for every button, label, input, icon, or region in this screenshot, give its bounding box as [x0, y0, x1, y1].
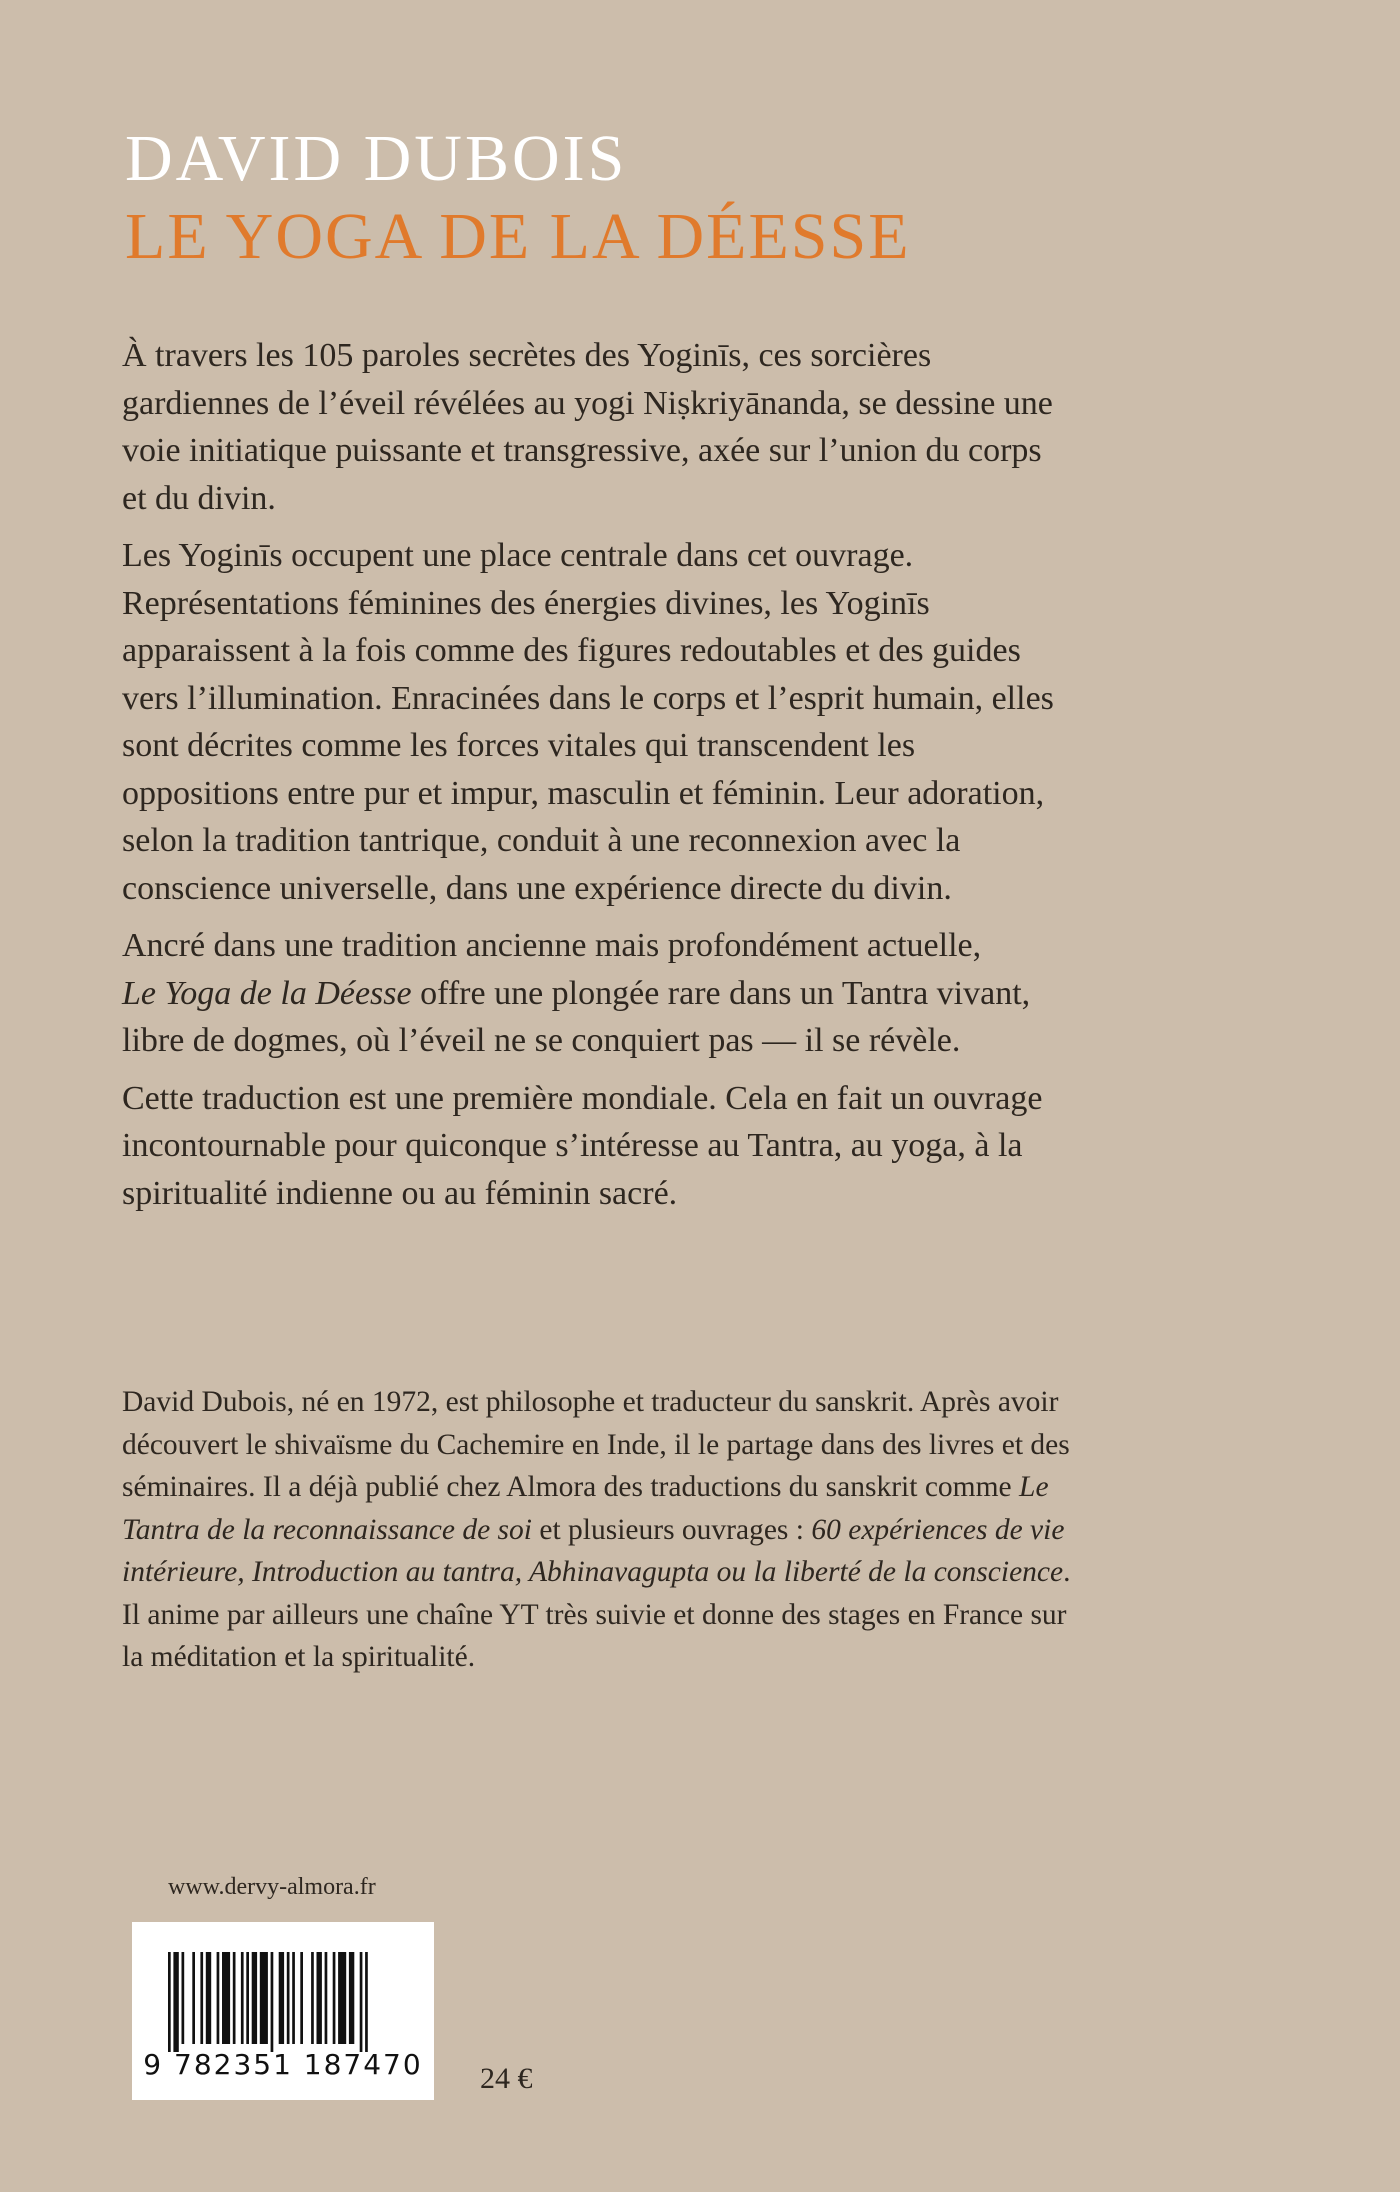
bio-part-3: . Il anime par ailleurs une chaîne YT très suivie et donne des stages en France sur la méditation et la spiritualité.	[122, 1556, 1071, 1673]
barcode-bar	[252, 1952, 257, 2044]
barcode-bar	[317, 1952, 322, 2044]
barcode-bar	[311, 1952, 314, 2044]
barcode-bar	[333, 1952, 336, 2044]
barcode-bar	[168, 1952, 171, 2052]
back-cover-blurb	[122, 332, 1072, 1227]
barcode-bar	[206, 1952, 211, 2044]
blurb-p3-after: offre une plongée rare dans un Tantra vivant, libre de dogmes, où l’éveil ne se conquiert pas — il se révèle.	[122, 974, 1031, 1059]
barcode-bar	[233, 1952, 236, 2044]
barcode-bar	[200, 1952, 203, 2044]
barcode-bar	[192, 1952, 195, 2044]
barcode-bar	[222, 1952, 230, 2044]
barcode-bar	[292, 1952, 295, 2044]
barcode-bar	[338, 1952, 346, 2044]
barcode-bar	[271, 1952, 274, 2052]
price-label: 24 €	[480, 2062, 533, 2095]
barcode-bar	[182, 1952, 185, 2044]
bio-italic-2: 60 expériences de vie intérieure, Introduction au tantra, Abhinavagupta ou la liberté de la conscience	[122, 1513, 1065, 1588]
barcode-bar	[349, 1952, 354, 2044]
bio-part-2: et plusieurs ouvrages :	[539, 1513, 804, 1546]
blurb-paragraph-4: Cette traduction est une première mondiale. Cela en fait un ouvrage incontournable pour quiconque s’intéresse au Tantra, au yoga, à la spiritualité indienne ou au féminin sacré.	[122, 1079, 1043, 1212]
bio-italic-1: Le Tantra de la reconnaissance de soi	[122, 1471, 1049, 1546]
barcode-bar	[241, 1952, 244, 2044]
isbn-number: 9 782351 187470	[143, 2048, 423, 2081]
barcode-bar	[217, 1952, 220, 2044]
blurb-p3-title: Le Yoga de la Déesse	[122, 974, 412, 1012]
bio-part-1: David Dubois, né en 1972, est philosophe et traducteur du sanskrit. Après avoir découvert le shivaïsme du Cachemire en Inde, il le partage dans des livres et des séminaires. Il a déjà publié chez Almora des traductions du sanskrit comme	[122, 1386, 1070, 1503]
barcode-bar	[260, 1952, 268, 2044]
barcode-bar	[325, 1952, 328, 2044]
blurb-paragraph-3	[122, 922, 1072, 1065]
blurb-paragraph-2: Les Yoginīs occupent une place centrale dans cet ouvrage. Représentations féminines des énergies divines, les Yoginīs apparaissent à la fois comme des figures redoutables et des guides vers l’illumination. Enracinées dans le corps et l’esprit humain, elles sont décrites comme les forces vitales qui transcendent les oppositions entre pur et impur, masculin et féminin. Leur adoration, selon la tradition tantrique, conduit à une reconnexion avec la conscience universelle, dans une expérience directe du divin.	[122, 537, 1054, 907]
book-title: LE YOGA DE LA DÉESSE	[125, 200, 911, 273]
barcode-bar	[300, 1952, 303, 2044]
barcode-bar	[360, 1952, 363, 2052]
author-bio	[122, 1381, 1072, 1679]
barcode-bar	[365, 1952, 368, 2052]
barcode-bar	[173, 1952, 178, 2052]
barcode-bar	[246, 1952, 249, 2044]
isbn-barcode	[132, 1922, 434, 2100]
author-name: DAVID DUBOIS	[125, 122, 628, 195]
publisher-website[interactable]: www.dervy-almora.fr	[168, 1874, 376, 1900]
blurb-p3-before: Ancré dans une tradition ancienne mais profondément actuelle,	[122, 927, 982, 964]
barcode-bar	[287, 1952, 290, 2044]
blurb-paragraph-1: À travers les 105 paroles secrètes des Yoginīs, ces sorcières gardiennes de l’éveil révélées au yogi Niṣkriyānanda, se dessine une voie initiatique puissante et transgressive, axée sur l’union du corps et du divin.	[122, 337, 1053, 517]
barcode-bar	[279, 1952, 284, 2044]
